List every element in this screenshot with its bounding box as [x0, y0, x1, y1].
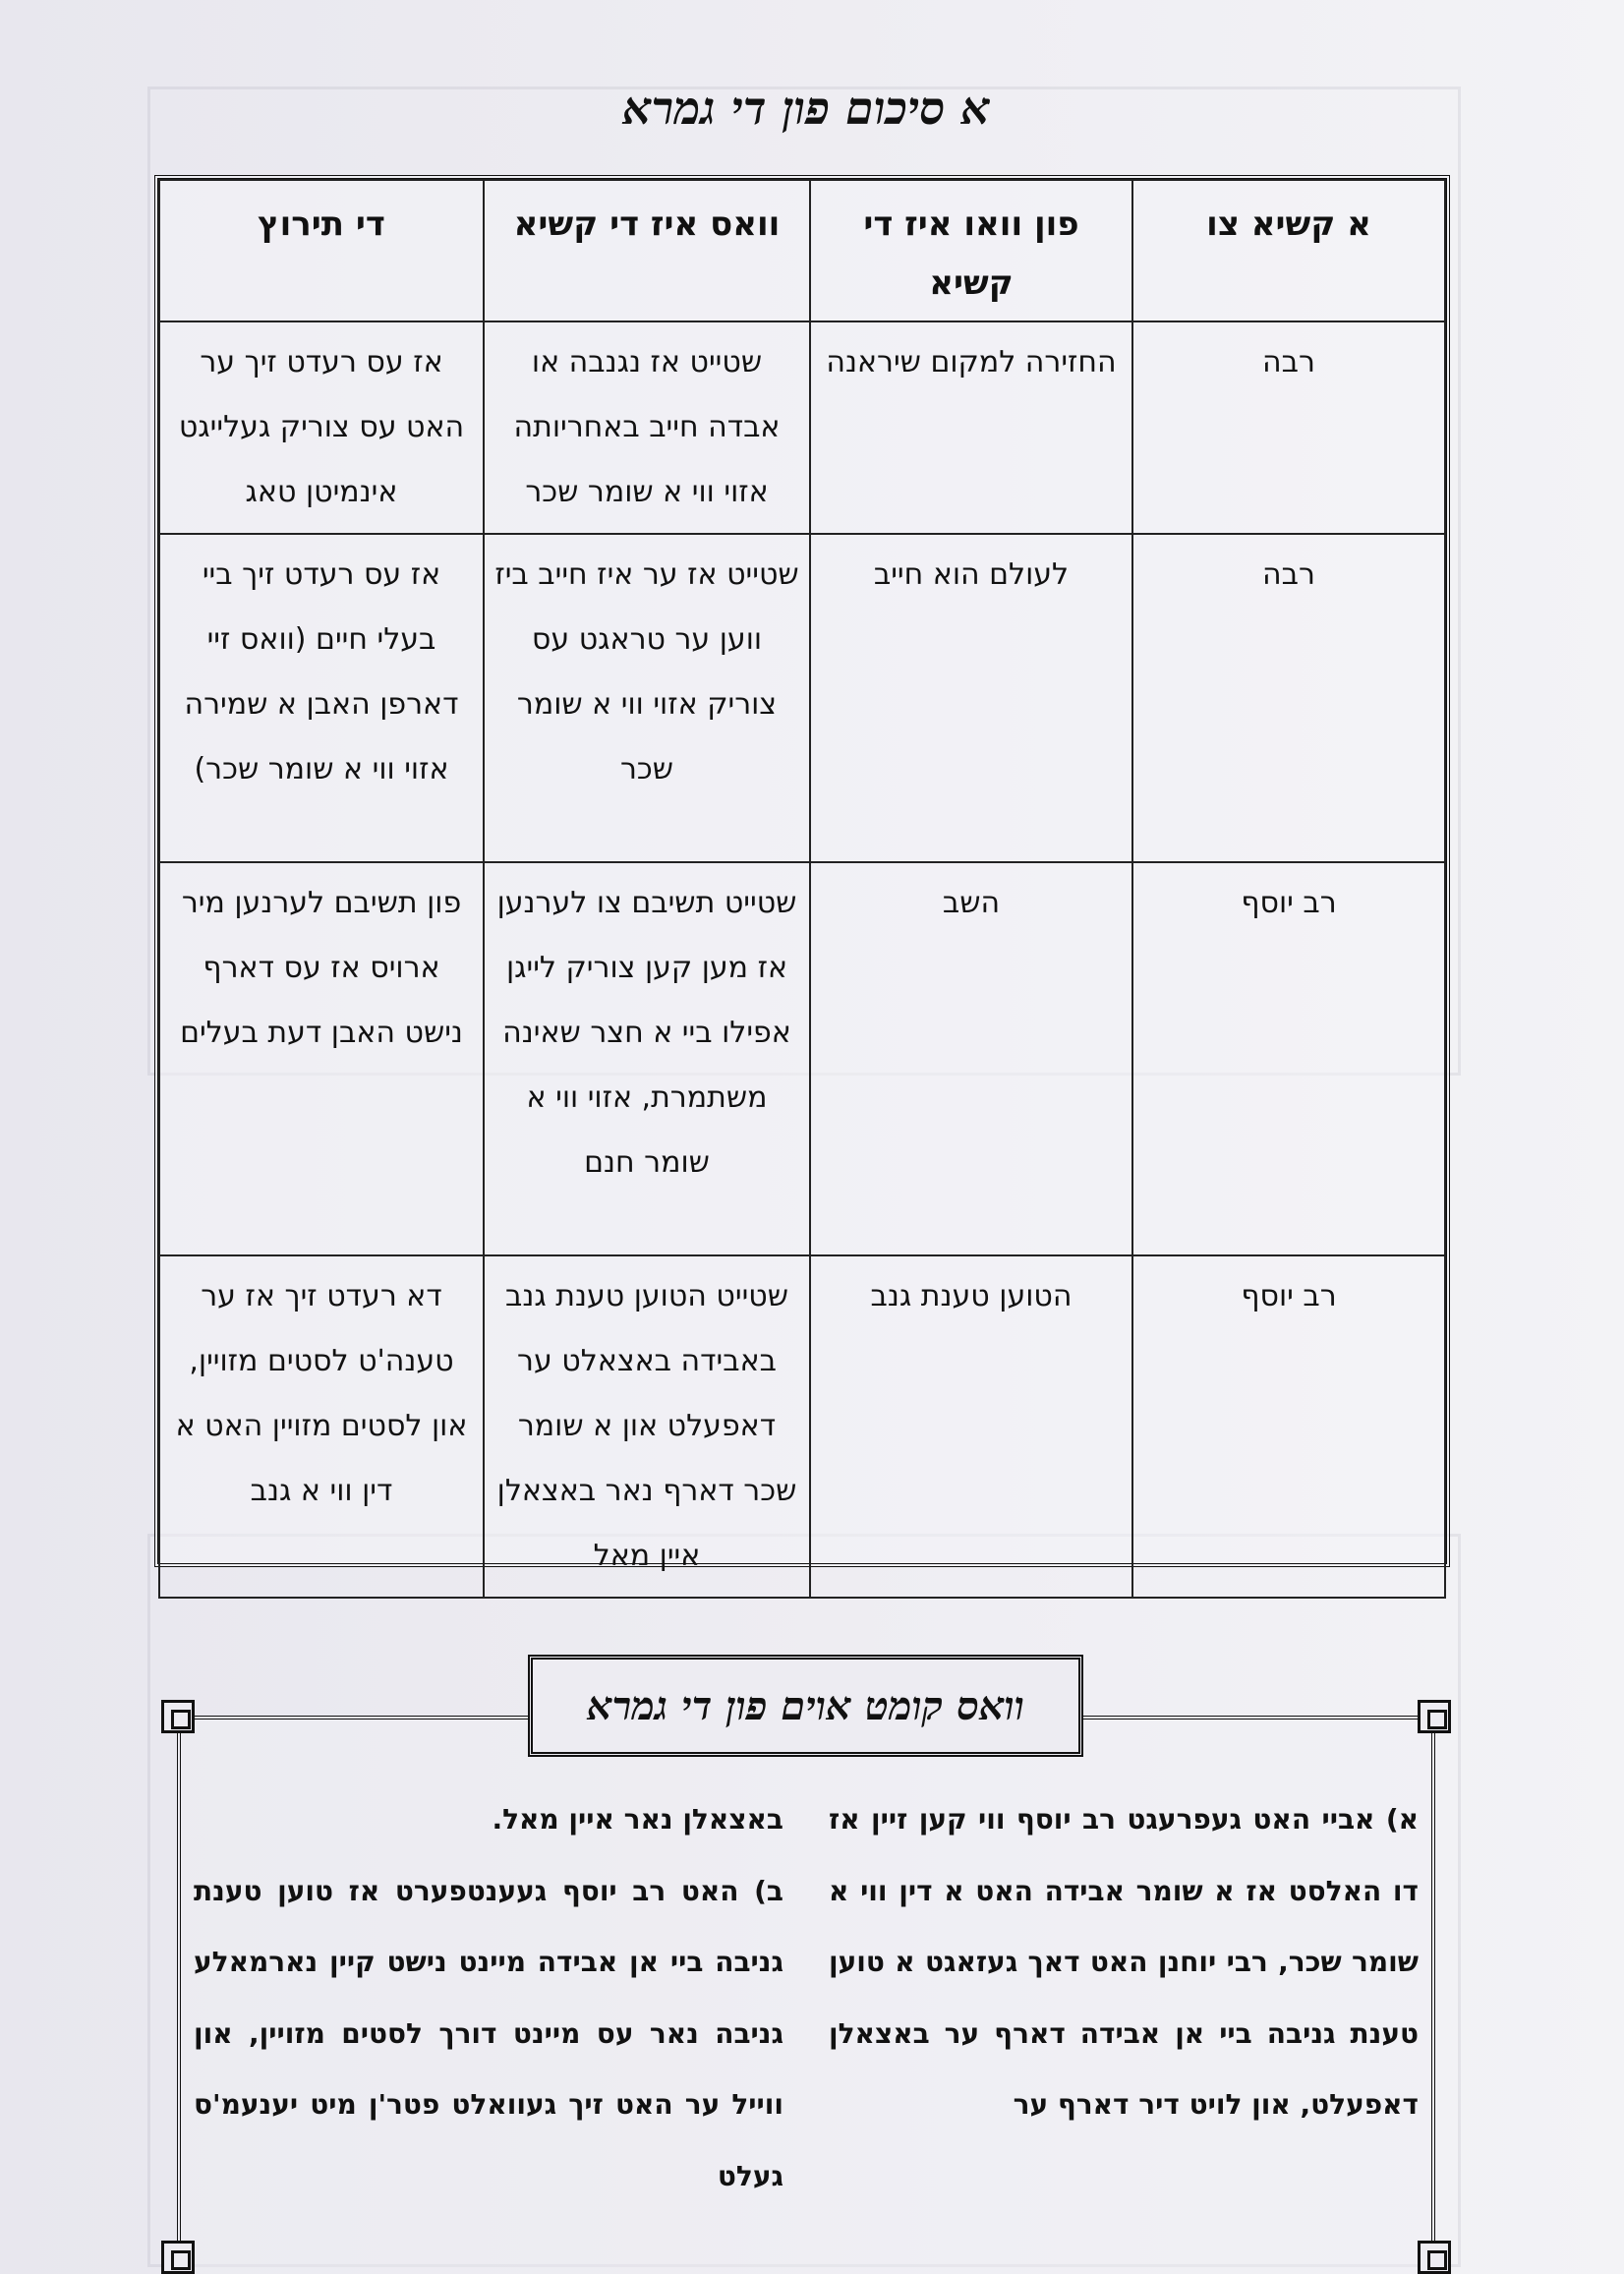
table-cell: אז עס רעדט זיך ער האט עס צוריק געלייגט אינמיטן טאג — [159, 321, 484, 534]
table-cell: פון תשיבם לערנען מיר ארויס אז עס דארף נישט האבן דעת בעלים — [159, 862, 484, 1255]
table-row — [159, 862, 1445, 1255]
table-cell: שטייט אז נגנבה או אבדה חייב באחריותה אזוי ווי א שומר שכר — [484, 321, 810, 534]
paragraph-a: א) אביי האט געפרעגט רב יוסף ווי קען זיין אז דו האלסט אז א שומר אבידה האט א דין ווי א שומר שכר, רבי יוחנן האט דאך געזאגט א טוען טענת גניבה ביי אן אבידה דארף ער באצאלן דאפעלט, און לויט דיר דארף ער — [829, 1803, 1419, 2121]
column-header: די תירוץ — [159, 180, 484, 321]
table-cell: השב — [810, 862, 1132, 1255]
section-title: וואס קומט אוים פון די גמרא — [528, 1655, 1083, 1757]
text-column-right — [829, 1784, 1419, 2141]
table-cell: שטייט תשיבם צו לערנען אז מען קען צוריק לייגן אפילו ביי א חצר שאינה משתמרת, אזוי ווי א שומר חנם — [484, 862, 810, 1255]
table-cell: אז עס רעדט זיך ביי בעלי חיים (וואס זיי דארפן האבן א שמירה אזוי ווי א שומר שכר) — [159, 534, 484, 862]
page-title: א סיכום פון די גמרא — [622, 82, 990, 135]
frame-corner-ornament — [1418, 1700, 1451, 1733]
frame-corner-ornament — [161, 2241, 195, 2274]
table-cell: דא רעדט זיך אז ער טענה'ט לסטים מזויין, און לסטים מזויין האט א דין ווי א גנב — [159, 1255, 484, 1598]
table-row — [159, 321, 1445, 534]
table-cell: רבה — [1132, 321, 1445, 534]
table-cell: לעולם הוא חייב — [810, 534, 1132, 862]
table-cell: רבה — [1132, 534, 1445, 862]
table-row — [159, 1255, 1445, 1598]
paragraph-b: ב) האט רב יוסף געענטפערט אז טוען טענת גניבה ביי אן אבידה מיינט נישט קיין נארמאלע גניבה נאר עס מיינט דורך לסטים מזויין, און ווייל ער האט זיך געוואלט פטר'ן מיט יענעמ'ס געלט — [194, 1874, 783, 2192]
table-cell: שטייט הטוען טענת גנב באבידה באצאלט ער דאפעלט און א שומר שכר דארף נאר באצאלן איין מאל — [484, 1255, 810, 1598]
table-header-row — [159, 180, 1445, 321]
summary-table-frame — [154, 175, 1450, 1573]
table-row — [159, 534, 1445, 862]
frame-corner-ornament — [161, 1700, 195, 1733]
column-header: פון וואו איז די קשיא — [810, 180, 1132, 321]
table-cell: רב יוסף — [1132, 1255, 1445, 1598]
column-header: א קשיא צו — [1132, 180, 1445, 321]
summary-table — [158, 179, 1446, 1599]
table-cell: שטייט אז ער איז חייב ביז ווען ער טראגט עס צוריק אזוי ווי א שומר שכר — [484, 534, 810, 862]
text-column-left — [194, 1784, 783, 2212]
column-header: וואס איז די קשיא — [484, 180, 810, 321]
paragraph-a-continued: באצאלן נאר איין מאל. — [492, 1803, 783, 1836]
table-cell: החזירה למקום שיראנה — [810, 321, 1132, 534]
table-cell: הטוען טענת גנב — [810, 1255, 1132, 1598]
table-cell: רב יוסף — [1132, 862, 1445, 1255]
frame-corner-ornament — [1418, 2241, 1451, 2274]
